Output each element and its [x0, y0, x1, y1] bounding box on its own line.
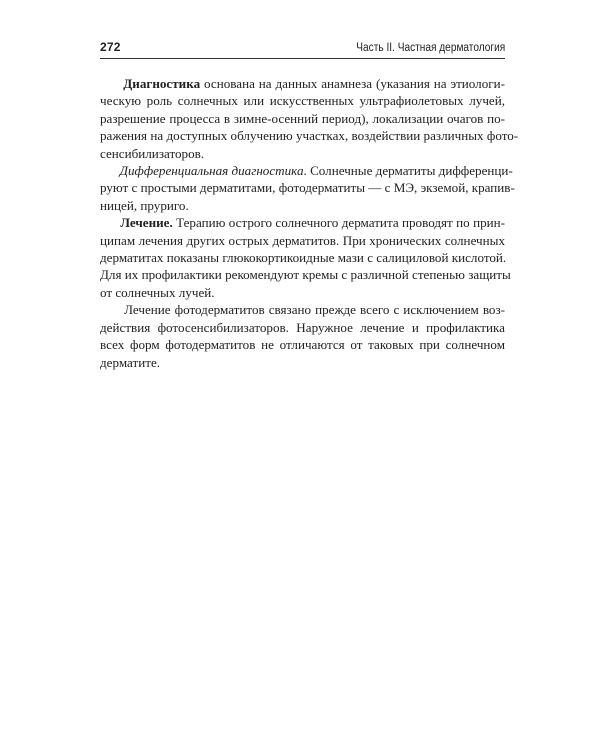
- term-diagnostics: Диагностика: [123, 76, 201, 91]
- book-page: [100, 40, 519, 371]
- text-line: ческую роль солнечных или искусственных ультрафиолетовых лучей,: [100, 93, 505, 109]
- text-line: Диагностика основана на данных анамнеза (указания на этиологи-: [123, 76, 505, 91]
- page-number: 272: [100, 40, 121, 54]
- text-line: ражения на доступных облучению участках, воздействии различных фото-: [100, 128, 519, 144]
- text-line: всех форм фотодерматитов не отличаются от таковых при солнечном: [100, 337, 505, 353]
- text-line: сенсибилизаторов.: [100, 145, 205, 161]
- running-head: Часть II. Частная дерматология: [356, 42, 505, 54]
- paragraph-photodermatitis: [100, 301, 505, 371]
- term-treatment: Лечение.: [120, 215, 173, 231]
- text-line: действия фотосенсибилизаторов. Наружное лечение и профилактика: [100, 319, 505, 335]
- term-differential: Дифференциальная диагностика: [119, 163, 304, 179]
- text-line: разрешение процесса в зимне-осенний период), локализации очагов по-: [100, 110, 505, 126]
- text-line: от солнечных лучей.: [100, 284, 215, 300]
- text-line: дерматите.: [100, 354, 161, 370]
- text-line: Дифференциальная диагностика. Солнечные дерматиты дифференци-: [119, 163, 513, 179]
- text-line: Для их профилактики рекомендуют кремы с различной степенью защиты: [100, 267, 511, 283]
- paragraph-diagnostics: [100, 75, 519, 162]
- text-line: ницей, пруриго.: [100, 197, 189, 213]
- text-line: Лечение. Терапию острого солнечного дерматита проводят по прин-: [120, 215, 505, 231]
- text-line: Лечение фотодерматитов связано прежде всего с исключением воз-: [124, 302, 506, 318]
- page-header: [100, 40, 505, 59]
- text-line: ципам лечения других острых дерматитов. При хронических солнечных: [100, 232, 505, 248]
- body-text: [100, 75, 519, 371]
- text-line: руют с простыми дерматитами, фотодерматиты — с МЭ, экземой, крапив-: [100, 180, 515, 196]
- text-line: дерматитах показаны глюкокортикоидные мази с салициловой кислотой.: [100, 250, 507, 266]
- paragraph-treatment: [100, 214, 511, 301]
- paragraph-differential: [100, 162, 515, 214]
